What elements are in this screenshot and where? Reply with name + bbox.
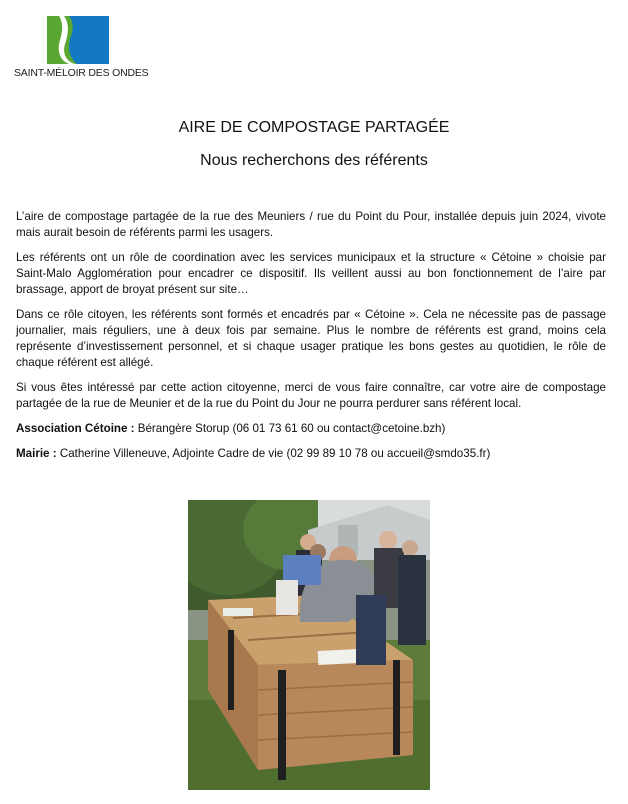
org-name: SAINT-MÉLOIR DES ONDES [14,67,149,79]
compost-bins-photo [188,500,430,790]
page-subtitle: Nous recherchons des référents [200,152,428,169]
article-body [16,209,606,471]
contact-association-value: Bérangère Storup (06 01 73 61 60 ou contact@cetoine.bzh) [134,422,446,435]
photo-illustration [188,500,430,790]
paragraph-intro: L’aire de compostage partagée de la rue des Meuniers / rue du Point du Pour, installée depuis juin 2024, vivote mais aurait besoin de référents parmi les usagers. [16,210,606,239]
paragraph-call-to-action: Si vous êtes intéressé par cette action citoyenne, merci de vous faire connaître, car votre aire de compostage partagée de la rue de Meunier et de la rue du Point du Jour ne pourra perdurer sans référent local. [16,381,606,410]
contact-association-label: Association Cétoine : [16,422,135,435]
contact-mairie-value: Catherine Villeneuve, Adjointe Cadre de vie (02 99 89 10 78 ou accueil@smdo35.fr) [56,447,491,460]
paragraph-commitment: Dans ce rôle citoyen, les référents sont formés et encadrés par « Cétoine ». Cela ne nécessite pas de passage journalier, mais réguliers, une à deux fois par semaine. Plus le nombre de référents est grand, moins cela représente d’investissement personnel, et si chaque usager pratique les bons gestes au quotidien, le rôle de chaque référent est allégé. [16,308,606,369]
contact-mairie-label: Mairie : [16,447,57,460]
contact-association [16,421,606,437]
page-title: AIRE DE COMPOSTAGE PARTAGÉE [178,119,450,136]
paragraph-role: Les référents ont un rôle de coordination avec les services municipaux et la structure « Cétoine » choisie par Saint-Malo Agglomération pour encadrer ce dispositif. Ils veillent aussi au bon fonctionnement de l’aire par brassage, apport de broyat présent sur site… [16,251,606,296]
contact-mairie [16,446,606,462]
logo-mark-icon [47,16,109,64]
